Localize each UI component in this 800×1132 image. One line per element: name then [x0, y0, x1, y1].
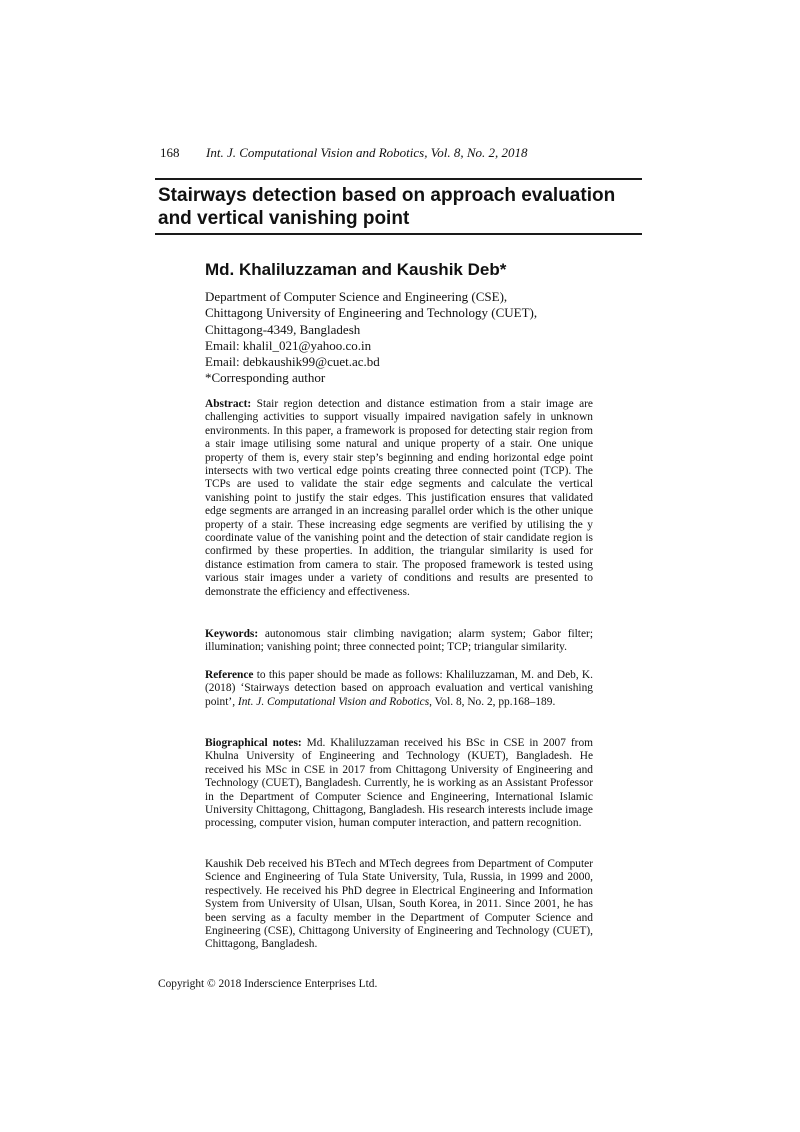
bio-label: Biographical notes:	[205, 737, 302, 749]
bio-text-author-1: Md. Khaliluzzaman received his BSc in CSE in 2007 from Khulna University of Engineering and Technology (KUET), Bangladesh. He received his MSc in CSE in 2017 from Chittagong University of Engineering and Technology (CUET), Bangladesh. Currently, he is working as an Assistant Professor in the Department of Computer Science and Engineering, International Islamic University Chittagong, Chittagong, Bangladesh. His research interests include image processing, computer vision, human computer interaction, and pattern recognition.	[205, 737, 593, 830]
bio-section-author-2	[205, 858, 593, 952]
author-list: Md. Khaliluzzaman and Kaushik Deb*	[205, 260, 507, 279]
title-rule-top	[155, 178, 642, 180]
title-line-2: and vertical vanishing point	[158, 208, 410, 229]
affiliation-department: Department of Computer Science and Engineering (CSE),	[205, 289, 508, 304]
reference-section	[205, 669, 593, 709]
abstract-text: Stair region detection and distance estimation from a stair image are challenging activities to support visually impaired navigation safely in unknown environments. In this paper, a framework is proposed for detecting stair region from a stair image utilising some natural and unique property of a stair. One unique property of them is, every stair step’s beginning and ending horizontal edge point intersects with two vertical edge points creating three connected point (TCP). The TCPs are used to validate the stair edge segments and calculate the vertical vanishing point to justify the stair edges. This justification ensures that validated edge segments are arranged in an increasing parallel order which is the other unique property of a stair. These increasing edge segments are verified by utilising the y coordinate value of the vanishing point and the detection of stair candidate region is confirmed by these properties. In addition, the triangular similarity is used for distance estimation from camera to stair. The proposed framework is tested using various stair images under a variety of conditions and results are presented to demonstrate the efficiency and effectiveness.	[205, 398, 593, 598]
abstract-section	[205, 398, 593, 599]
bio-text-author-2: Kaushik Deb received his BTech and MTech degrees from Department of Computer Science and Engineering of Tula State University, Tula, Russia, in 1999 and 2000, respectively. He received his PhD degree in Electrical Engineering and Information System from University of Ulsan, Ulsan, South Korea, in 2011. Since 2001, he has been serving as a faculty member in the Department of Computer Science and Engineering (CSE), Chittagong University of Engineering and Technology (CUET), Chittagong, Bangladesh.	[205, 858, 593, 951]
reference-journal: Int. J. Computational Vision and Robotics	[237, 695, 430, 708]
keywords-section	[205, 628, 593, 655]
journal-name: Int. J. Computational Vision and Robotics, Vol. 8, No. 2, 2018	[206, 145, 528, 160]
email-author-1: Email: khalil_021@yahoo.co.in	[205, 337, 372, 353]
abstract-label: Abstract:	[205, 398, 252, 410]
email-author-2: Email: debkaushik99@cuet.ac.bd	[205, 354, 380, 370]
paper-title	[158, 184, 638, 230]
page-number: 168	[160, 145, 180, 160]
reference-text-before: to this paper should be made as follows: Khaliluzzaman, M. and Deb, K. (2018) ‘Stairways detection based on approach evaluation and vertical vanishing point’,	[205, 669, 593, 708]
title-line-1: Stairways detection based on approach evaluation	[158, 185, 616, 206]
affiliation-city: Chittagong-4349, Bangladesh	[205, 321, 361, 337]
reference-label: Reference	[205, 669, 254, 681]
copyright-notice: Copyright © 2018 Inderscience Enterprises Ltd.	[158, 978, 378, 990]
bio-section-author-1	[205, 737, 593, 831]
affiliation-block	[205, 289, 635, 387]
title-rule-bottom	[155, 233, 642, 235]
corresponding-author-note: *Corresponding author	[205, 370, 326, 386]
affiliation-university: Chittagong University of Engineering and Technology (CUET),	[205, 305, 538, 321]
keywords-label: Keywords:	[205, 628, 259, 640]
running-header	[160, 145, 642, 161]
reference-text-after: , Vol. 8, No. 2, pp.168–189.	[429, 695, 556, 708]
keywords-text: autonomous stair climbing navigation; alarm system; Gabor filter; illumination; vanishing point; three connected point; TCP; triangular similarity.	[205, 628, 593, 654]
